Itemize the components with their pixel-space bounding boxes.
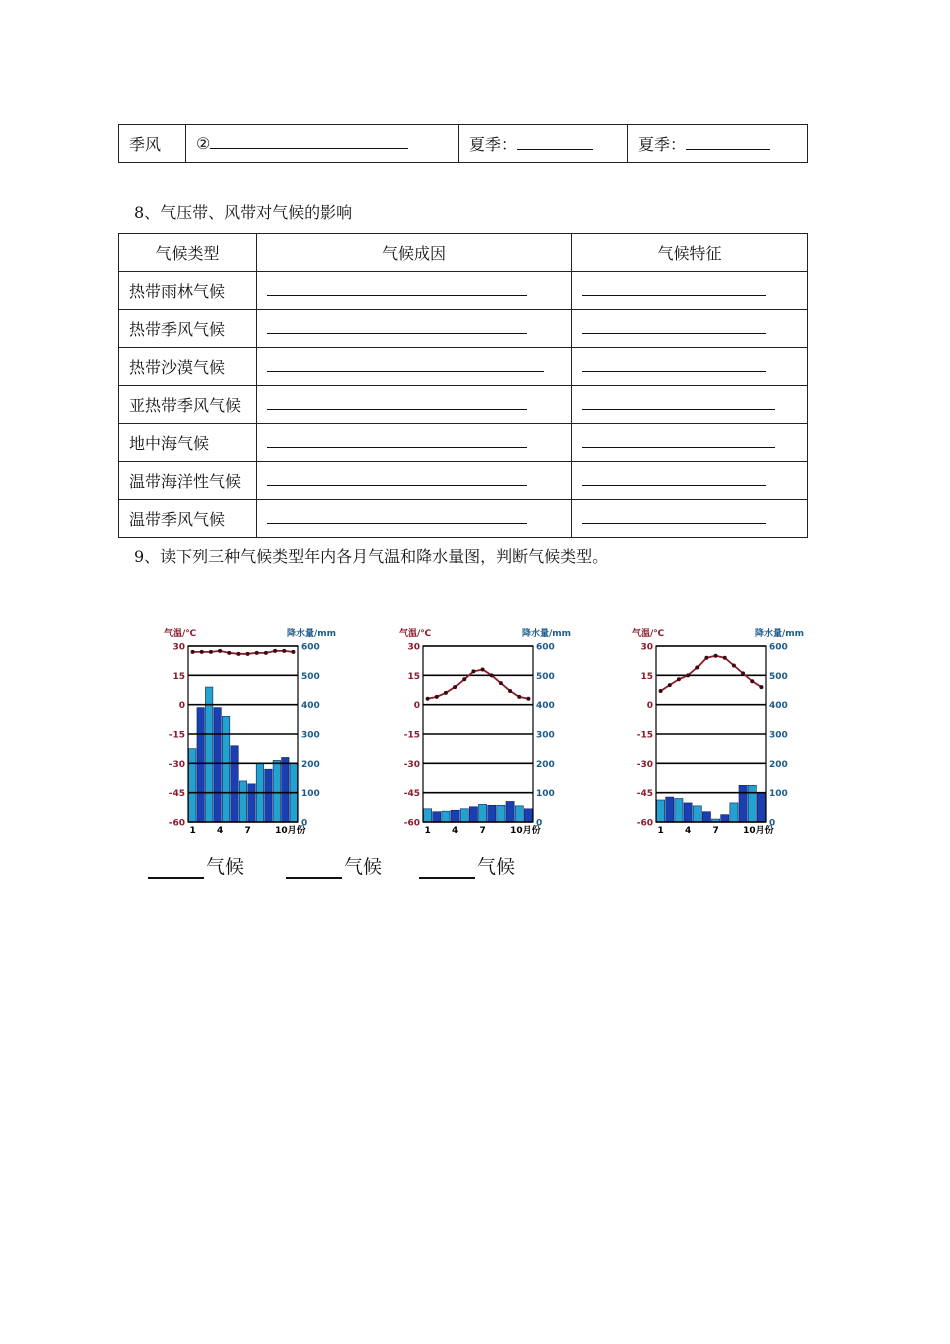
month-tick-label: 10月份: [510, 826, 541, 836]
precipitation-bar: [657, 800, 665, 822]
climate-chart-3: [628, 624, 808, 840]
precipitation-bar: [675, 799, 683, 822]
precipitation-bar: [693, 806, 701, 822]
answer-suffix-3: 气候: [477, 856, 516, 878]
precipitation-bar: [702, 812, 710, 822]
temperature-point: [677, 677, 681, 681]
feature-cell: [572, 272, 808, 310]
precip-tick-label: 200: [301, 759, 320, 770]
precip-tick-label: 400: [536, 701, 555, 712]
temp-tick-label: -30: [168, 759, 185, 770]
precipitation-bar: [684, 803, 692, 822]
cause-blank[interactable]: [267, 395, 527, 410]
month-tick-label: 4: [216, 826, 224, 836]
precipitation-bar: [205, 687, 212, 822]
precip-tick-label: 400: [769, 701, 788, 712]
temperature-point: [714, 654, 718, 658]
month-tick-label: 1: [657, 826, 664, 836]
feature-cell: [572, 348, 808, 386]
y-left-title: 气温/℃: [399, 629, 432, 639]
monsoon-label: 季风: [119, 125, 186, 163]
cause-blank[interactable]: [267, 319, 527, 334]
temperature-point: [750, 679, 754, 683]
precip-tick-label: 100: [769, 789, 788, 800]
climate-name: 热带雨林气候: [119, 272, 257, 310]
temp-tick-label: -45: [636, 789, 653, 800]
feature-cell: [572, 500, 808, 538]
feature-blank[interactable]: [582, 471, 766, 486]
y-right-title: 降水量/mm: [521, 629, 571, 639]
cause-cell: [257, 310, 572, 348]
precipitation-bar: [433, 812, 441, 822]
precipitation-bar: [739, 785, 747, 822]
month-tick-label: 4: [684, 826, 692, 836]
table-row: [119, 348, 808, 386]
precip-tick-label: 600: [536, 642, 555, 653]
temperature-point: [723, 656, 727, 660]
temperature-point: [732, 664, 736, 668]
cause-cell: [257, 272, 572, 310]
temperature-point: [273, 649, 277, 653]
month-tick-label: 10月份: [275, 826, 306, 836]
temperature-point: [218, 649, 222, 653]
header-cause: 气候成因: [257, 234, 572, 272]
temperature-point: [227, 651, 231, 655]
temperature-point: [444, 691, 448, 695]
temperature-point: [453, 685, 457, 689]
y-left-title: 气温/℃: [164, 629, 197, 639]
temperature-point: [426, 697, 430, 701]
precipitation-bar: [479, 804, 487, 822]
climate-name: 热带季风气候: [119, 310, 257, 348]
precipitation-bar: [460, 809, 468, 822]
temperature-point: [695, 666, 699, 670]
monsoon-blank-3[interactable]: [686, 135, 770, 150]
temp-tick-label: -45: [403, 789, 420, 800]
month-tick-label: 1: [189, 826, 196, 836]
precip-tick-label: 200: [536, 759, 555, 770]
climate-name: 温带海洋性气候: [119, 462, 257, 500]
temperature-point: [759, 685, 763, 689]
table-row: [119, 386, 808, 424]
y-right-title: 降水量/mm: [286, 629, 336, 639]
circle-number: ②: [196, 134, 211, 153]
cause-blank[interactable]: [267, 357, 544, 372]
temperature-point: [209, 650, 213, 654]
temperature-point: [481, 667, 485, 671]
feature-cell: [572, 424, 808, 462]
temperature-point: [236, 652, 240, 656]
precip-tick-label: 300: [536, 730, 555, 741]
header-type: 气候类型: [119, 234, 257, 272]
temp-tick-label: 0: [178, 701, 185, 712]
temp-tick-label: -30: [403, 759, 420, 770]
precipitation-bar: [748, 785, 756, 822]
cause-cell: [257, 424, 572, 462]
precipitation-bar: [282, 757, 289, 822]
climate-name: 热带沙漠气候: [119, 348, 257, 386]
climate-name: 温带季风气候: [119, 500, 257, 538]
precip-tick-label: 600: [769, 642, 788, 653]
feature-blank[interactable]: [582, 433, 775, 448]
precip-tick-label: 300: [769, 730, 788, 741]
month-tick-label: 7: [712, 826, 719, 836]
feature-blank[interactable]: [582, 395, 775, 410]
temp-tick-label: 0: [646, 701, 653, 712]
precipitation-bar: [239, 781, 246, 822]
answer-blank-1[interactable]: [148, 857, 204, 879]
month-tick-label: 4: [451, 826, 459, 836]
answer-2: [286, 852, 382, 879]
precipitation-bar: [442, 811, 450, 822]
precipitation-bar: [214, 708, 221, 822]
answer-3: [419, 852, 515, 879]
precipitation-bar: [265, 769, 272, 822]
precip-tick-label: 600: [301, 642, 320, 653]
temperature-point: [686, 673, 690, 677]
temperature-line: [661, 656, 762, 691]
temperature-point: [508, 689, 512, 693]
climate-table-header: [119, 234, 808, 272]
temperature-point: [741, 671, 745, 675]
precip-tick-label: 200: [769, 759, 788, 770]
climate-chart-2: [395, 624, 575, 840]
precip-tick-label: 0: [301, 818, 308, 829]
monsoon-blank-2[interactable]: [517, 135, 593, 150]
temperature-point: [659, 689, 663, 693]
cause-cell: [257, 462, 572, 500]
table-row: [119, 462, 808, 500]
summer-label-b: 夏季：: [638, 135, 687, 154]
temp-tick-label: -60: [168, 818, 185, 829]
cause-blank[interactable]: [267, 471, 527, 486]
precipitation-bar: [248, 784, 255, 822]
feature-blank[interactable]: [582, 319, 766, 334]
precipitation-bar: [451, 810, 459, 822]
table-row: [119, 310, 808, 348]
temp-tick-label: -15: [168, 730, 185, 741]
temp-tick-label: -15: [403, 730, 420, 741]
precipitation-bar: [231, 746, 238, 822]
cause-blank[interactable]: [267, 509, 527, 524]
temp-tick-label: 30: [172, 642, 185, 653]
precip-tick-label: 400: [301, 701, 320, 712]
monsoon-summer-a-cell: [459, 125, 628, 163]
temp-tick-label: 15: [172, 671, 185, 682]
feature-blank[interactable]: [582, 357, 766, 372]
table-row: [119, 272, 808, 310]
temp-tick-label: -60: [636, 818, 653, 829]
climate-table: [118, 233, 808, 538]
precipitation-bar: [757, 793, 765, 822]
temperature-point: [462, 677, 466, 681]
precipitation-bar: [222, 716, 229, 822]
answer-suffix-2: 气候: [344, 856, 383, 878]
precipitation-bar: [424, 809, 432, 822]
temp-tick-label: -15: [636, 730, 653, 741]
precipitation-bar: [524, 809, 532, 822]
precip-tick-label: 0: [536, 818, 543, 829]
section9-title: 9、读下列三种气候类型年内各月气温和降水量图，判断气候类型。: [134, 547, 609, 566]
table-row: [119, 500, 808, 538]
temp-tick-label: 30: [407, 642, 420, 653]
temperature-line: [193, 651, 294, 654]
temp-tick-label: 15: [640, 671, 653, 682]
monsoon-cause-cell: [186, 125, 459, 163]
precip-tick-label: 100: [536, 789, 555, 800]
answer-blank-3[interactable]: [419, 857, 475, 879]
feature-blank[interactable]: [582, 509, 766, 524]
precip-tick-label: 500: [301, 671, 320, 682]
temperature-point: [282, 649, 286, 653]
precipitation-bar: [189, 749, 196, 822]
temp-tick-label: -30: [636, 759, 653, 770]
temp-tick-label: -45: [168, 789, 185, 800]
precip-tick-label: 300: [301, 730, 320, 741]
precipitation-bar: [488, 805, 496, 822]
cause-blank[interactable]: [267, 281, 527, 296]
temperature-point: [704, 656, 708, 660]
y-left-title: 气温/℃: [632, 629, 665, 639]
temperature-point: [264, 651, 268, 655]
precipitation-bar: [197, 708, 204, 822]
precipitation-bar: [506, 801, 514, 822]
temperature-point: [200, 650, 204, 654]
temperature-point: [255, 651, 259, 655]
header-feature: 气候特征: [572, 234, 808, 272]
temperature-point: [499, 681, 503, 685]
summer-label-a: 夏季：: [469, 135, 518, 154]
section8-title: 8、气压带、风带对气候的影响: [134, 203, 353, 222]
precipitation-bar: [730, 803, 738, 822]
month-tick-label: 7: [479, 826, 486, 836]
cause-cell: [257, 348, 572, 386]
temperature-point: [191, 650, 195, 654]
answer-1: [148, 852, 244, 879]
temp-tick-label: 0: [413, 701, 420, 712]
temperature-point: [291, 650, 295, 654]
answer-blank-2[interactable]: [286, 857, 342, 879]
temp-tick-label: 30: [640, 642, 653, 653]
climate-chart-1: [160, 624, 340, 840]
climate-name: 亚热带季风气候: [119, 386, 257, 424]
temperature-point: [246, 652, 250, 656]
temp-tick-label: 15: [407, 671, 420, 682]
precipitation-bar: [273, 760, 280, 822]
feature-cell: [572, 386, 808, 424]
precip-tick-label: 100: [301, 789, 320, 800]
feature-cell: [572, 310, 808, 348]
month-tick-label: 10月份: [743, 826, 774, 836]
precipitation-bar: [721, 815, 729, 822]
feature-cell: [572, 462, 808, 500]
month-tick-label: 7: [244, 826, 251, 836]
precip-tick-label: 500: [536, 671, 555, 682]
cause-cell: [257, 500, 572, 538]
temperature-point: [490, 673, 494, 677]
precip-tick-label: 0: [769, 818, 776, 829]
answer-suffix-1: 气候: [206, 856, 245, 878]
precipitation-bar: [515, 806, 523, 822]
cause-cell: [257, 386, 572, 424]
y-right-title: 降水量/mm: [754, 629, 804, 639]
monsoon-blank-1[interactable]: [210, 134, 408, 149]
temperature-point: [471, 669, 475, 673]
monsoon-table: [118, 124, 808, 163]
monsoon-summer-b-cell: [628, 125, 808, 163]
temperature-line: [428, 669, 529, 698]
temperature-point: [526, 697, 530, 701]
precipitation-bar: [469, 807, 477, 822]
table-row: [119, 424, 808, 462]
feature-blank[interactable]: [582, 281, 766, 296]
temperature-point: [435, 695, 439, 699]
climate-name: 地中海气候: [119, 424, 257, 462]
temperature-point: [517, 695, 521, 699]
cause-blank[interactable]: [267, 433, 527, 448]
precip-tick-label: 500: [769, 671, 788, 682]
precipitation-bar: [497, 805, 505, 822]
temperature-point: [668, 683, 672, 687]
month-tick-label: 1: [424, 826, 431, 836]
precipitation-bar: [666, 797, 674, 822]
temp-tick-label: -60: [403, 818, 420, 829]
